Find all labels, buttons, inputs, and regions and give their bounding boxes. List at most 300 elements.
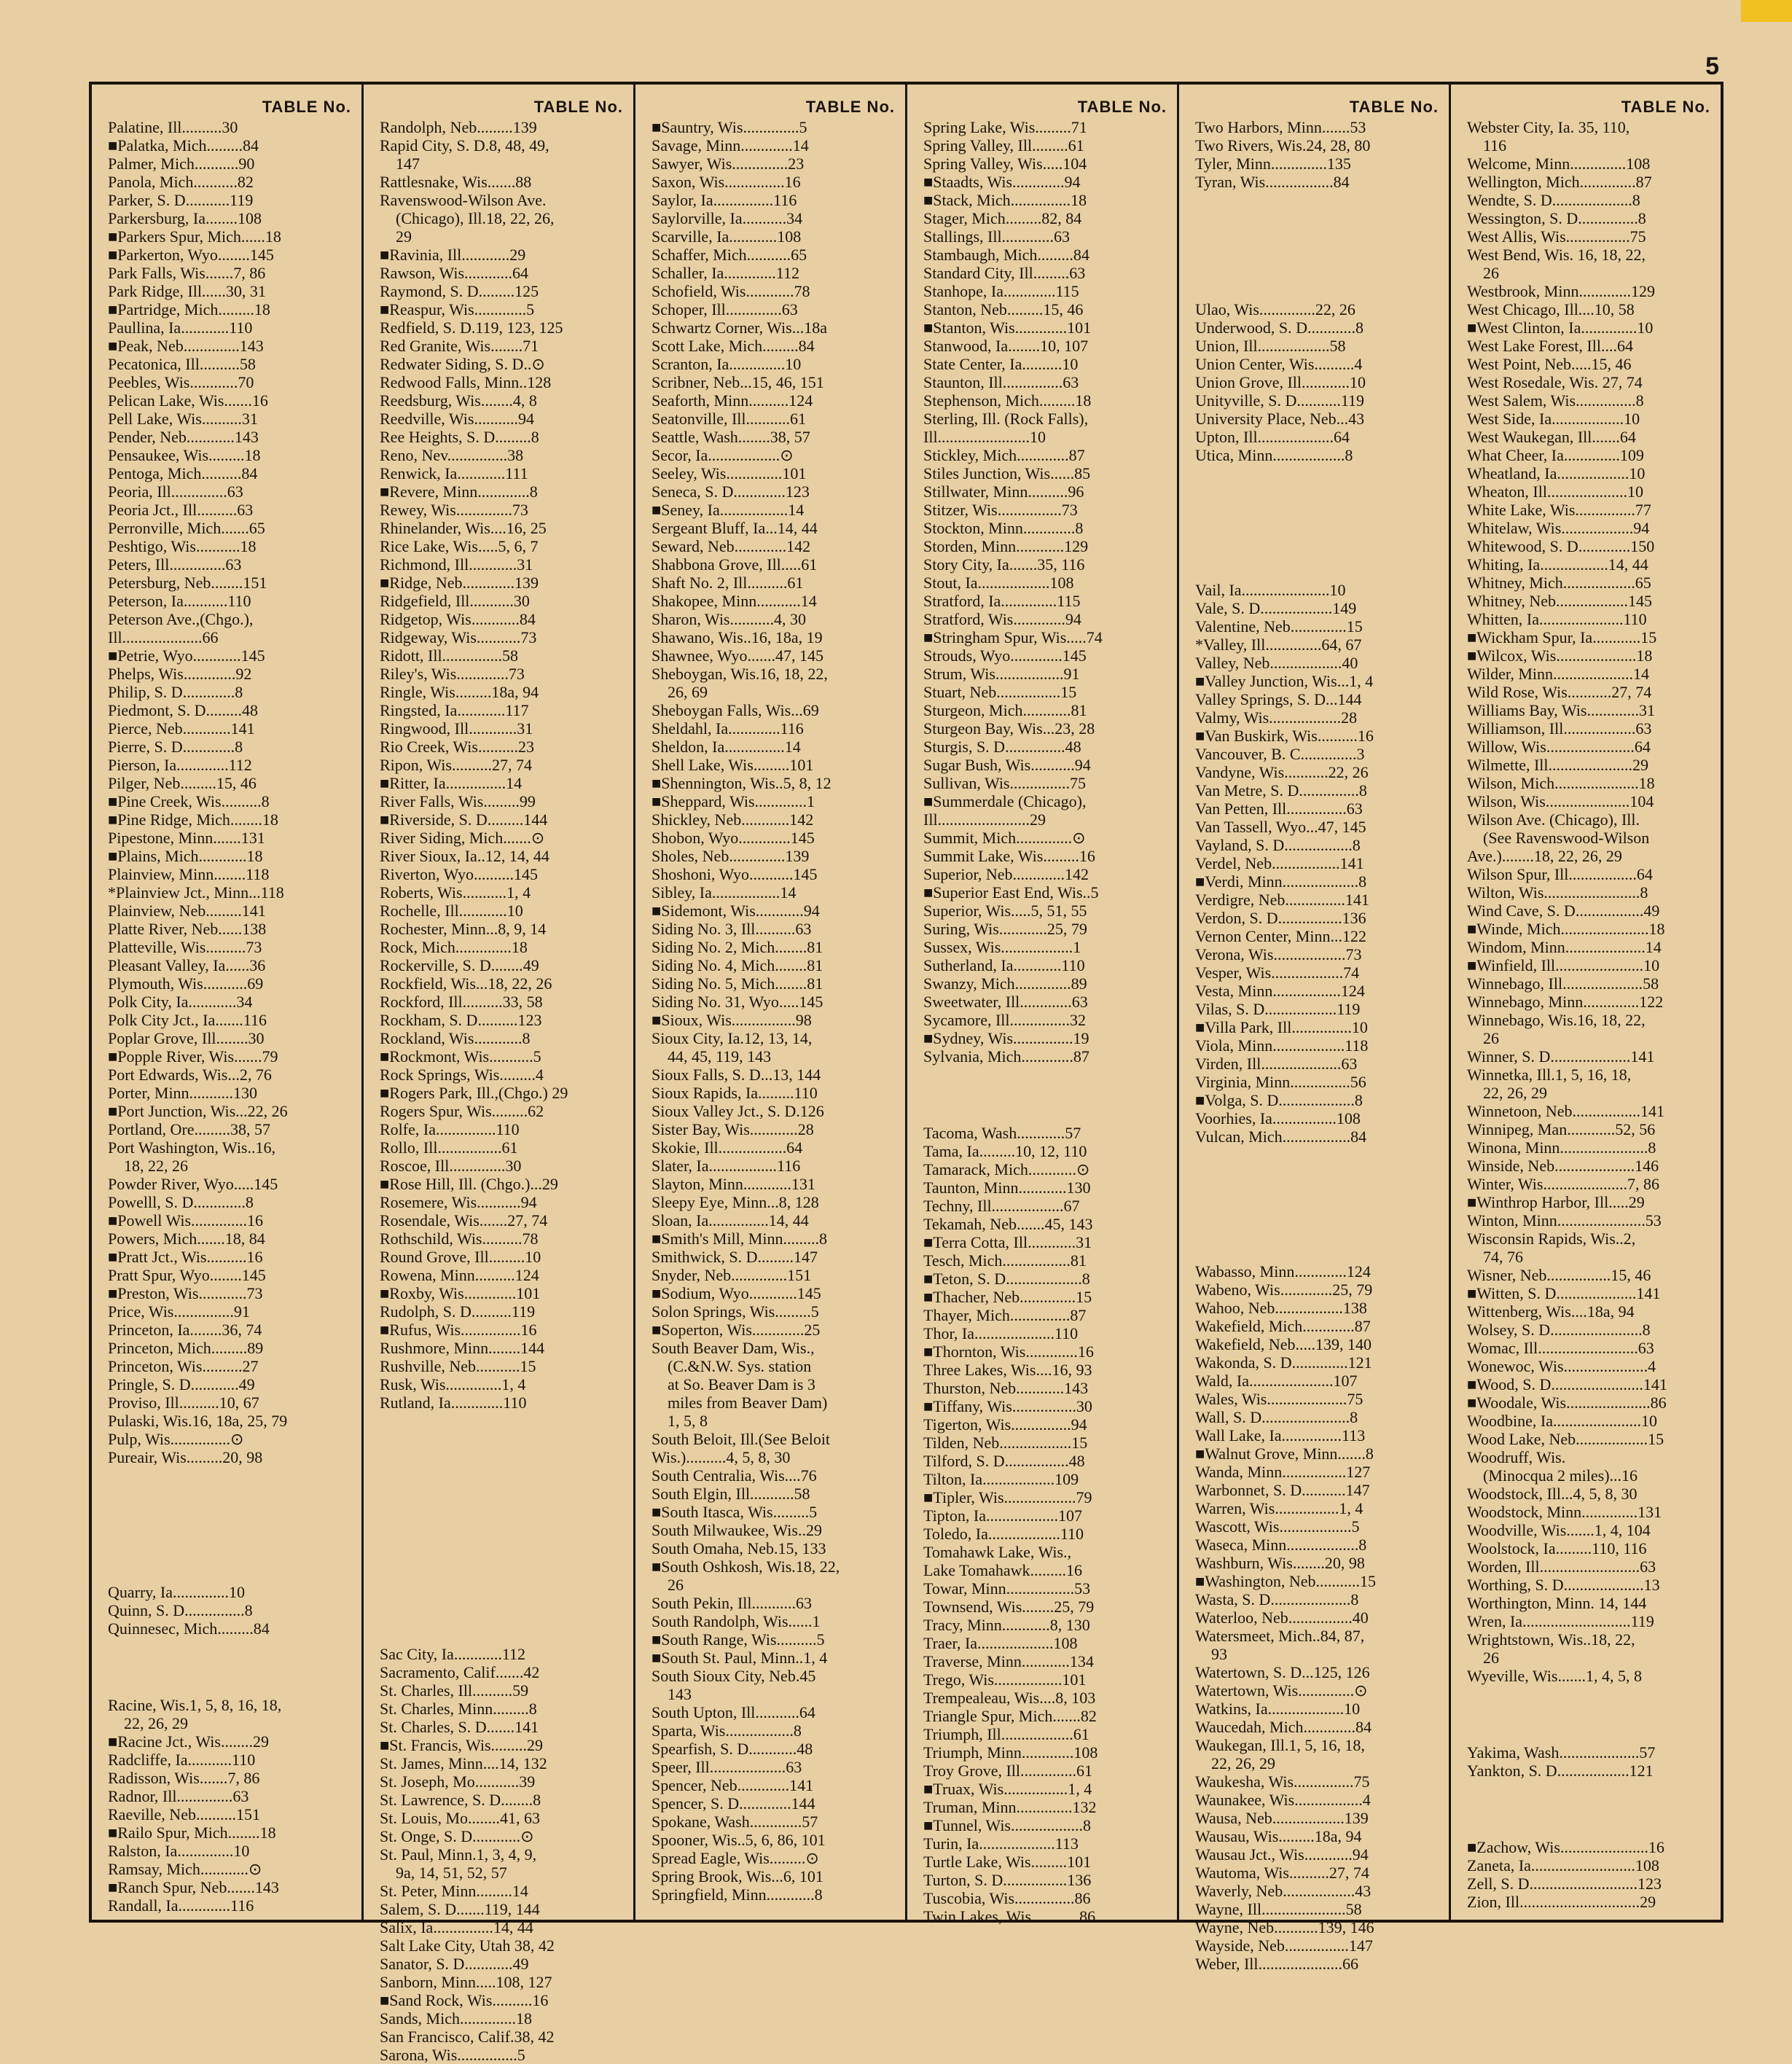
index-entry: Sutherland, Ia............110 xyxy=(923,956,1085,974)
index-entry: Pulaski, Wis.16, 18a, 25, 79 xyxy=(108,1412,288,1430)
index-entry: Underwood, S. D............8 xyxy=(1195,318,1363,337)
index-entry: Tigerton, Wis...............94 xyxy=(923,1415,1087,1434)
index-entry: ■Rockmont, Wis...........5 xyxy=(380,1047,541,1066)
index-entry: Saxon, Wis...............16 xyxy=(652,173,801,191)
index-entry: Wessington, S. D...............8 xyxy=(1467,209,1646,227)
index-entry: Wausa, Neb..................139 xyxy=(1195,1809,1369,1827)
index-entry: Vulcan, Mich.................84 xyxy=(1195,1127,1367,1146)
index-entry: Wyeville, Wis.......1, 4, 5, 8 xyxy=(1467,1667,1642,1685)
index-entry: South Randolph, Wis......1 xyxy=(652,1612,821,1630)
index-entry: Pipestone, Minn.......131 xyxy=(108,829,265,847)
index-entry: South Omaha, Neb.15, 133 xyxy=(652,1539,826,1557)
index-entry: Wrightstown, Wis..18, 22, xyxy=(1467,1630,1635,1649)
index-entry: Swanzy, Mich..............89 xyxy=(923,974,1087,993)
index-entry: Pierson, Ia.............112 xyxy=(108,756,252,774)
index-entry: Spring Lake, Wis.........71 xyxy=(923,118,1087,136)
index-entry: Powder River, Wyo.....145 xyxy=(108,1175,278,1193)
index-column-2 xyxy=(364,85,635,2064)
index-entry: Tipton, Ia..................107 xyxy=(923,1506,1082,1525)
index-entry: Worthington, Minn. 14, 144 xyxy=(1467,1594,1647,1612)
index-entry: Roberts, Wis...........1, 4 xyxy=(380,883,531,902)
index-entry: ■Sand Rock, Wis..........16 xyxy=(380,1991,549,2009)
index-entry: Wausau Jct., Wis............94 xyxy=(1195,1845,1369,1864)
index-entry: Wolsey, S. D.......................8 xyxy=(1467,1321,1651,1339)
index-entry: Salt Lake City, Utah 38, 42 xyxy=(380,1936,555,1955)
index-entry: Wilder, Minn....................14 xyxy=(1467,665,1649,683)
index-entry: Salem, S. D.......119, 144 xyxy=(380,1900,540,1918)
index-entry: Welcome, Minn..............108 xyxy=(1467,155,1651,173)
index-entry: ■Sauntry, Wis..............5 xyxy=(652,118,807,136)
index-entry: Rattlesnake, Wis.......88 xyxy=(380,173,532,191)
index-entry: Polk City Jct., Ia.......116 xyxy=(108,1011,267,1029)
index-entry: Shoshoni, Wyo...........145 xyxy=(652,865,818,883)
index-entry: Sterling, Ill. (Rock Falls), xyxy=(923,410,1089,428)
index-entry: Siding No. 4, Mich........81 xyxy=(652,956,823,974)
index-entry: Wall Lake, Ia...............113 xyxy=(1195,1426,1366,1445)
index-entry: ■Wickham Spur, Ia............15 xyxy=(1467,628,1657,646)
index-entry: Wren, Ia...........................119 xyxy=(1467,1612,1654,1630)
index-entry: Phelps, Wis.............92 xyxy=(108,665,252,683)
index-entry: Worthing, S. D....................13 xyxy=(1467,1576,1660,1594)
index-entry: Renwick, Ia............111 xyxy=(380,464,528,482)
index-entry: ■Rogers Park, Ill.,(Chgo.) 29 xyxy=(380,1084,568,1102)
section-gap xyxy=(380,1587,623,1645)
index-entry: Quinnesec, Mich.........84 xyxy=(108,1619,270,1638)
index-entry: Wood Lake, Neb..................15 xyxy=(1467,1430,1664,1448)
index-entry: Whitney, Neb..................145 xyxy=(1467,592,1652,610)
section-gap xyxy=(1195,1146,1439,1204)
index-entry: 29 xyxy=(396,227,412,246)
index-entry: Waunakee, Wis.................4 xyxy=(1195,1791,1371,1809)
index-entry: Sheboygan, Wis.16, 18, 22, xyxy=(652,665,828,683)
index-entry: ■Terra Cotta, Ill............31 xyxy=(923,1233,1092,1251)
index-entry: Rio Creek, Wis..........23 xyxy=(380,738,534,756)
index-entry: 26 xyxy=(1483,1029,1499,1047)
index-entry: Sharon, Wis...........4, 30 xyxy=(652,610,806,628)
index-entry: Rosemere, Wis...........94 xyxy=(380,1193,537,1211)
index-entry: Stallings, Ill.............63 xyxy=(923,227,1071,246)
index-entry: ■Sydney, Wis...............19 xyxy=(923,1029,1089,1047)
section-gap xyxy=(923,1066,1167,1124)
index-entry: Pleasant Valley, Ia......36 xyxy=(108,956,266,974)
index-entry: Seatonville, Ill...........61 xyxy=(652,410,807,428)
index-entry: Twin Lakes, Wis............86 xyxy=(923,1907,1096,1926)
index-entry: ■Soperton, Wis.............25 xyxy=(652,1321,821,1339)
index-entry: Taunton, Minn............130 xyxy=(923,1178,1091,1197)
index-entry: Sawyer, Wis..............23 xyxy=(652,155,805,173)
index-entry: Vail, Ia......................10 xyxy=(1195,581,1346,599)
index-entry: Parkersburg, Ia........108 xyxy=(108,209,262,227)
index-entry: Wilson Spur, Ill.................64 xyxy=(1467,865,1653,883)
index-entry: Washburn, Wis........20, 98 xyxy=(1195,1554,1365,1572)
index-entry: 26 xyxy=(1483,264,1499,282)
index-entry: Snyder, Neb..............151 xyxy=(652,1266,812,1284)
index-entry: Winside, Neb....................146 xyxy=(1467,1157,1659,1175)
index-entry: Techny, Ill..................67 xyxy=(923,1197,1080,1215)
index-entry: Thayer, Mich...............87 xyxy=(923,1306,1087,1324)
index-entry: Rhinelander, Wis....16, 25 xyxy=(380,519,547,537)
index-entry: West Salem, Wis...............8 xyxy=(1467,391,1644,410)
index-entry: West Allis, Wis................75 xyxy=(1467,227,1646,246)
index-entry: Sioux Rapids, Ia.........110 xyxy=(652,1084,818,1102)
index-entry: South Milwaukee, Wis..29 xyxy=(652,1521,822,1539)
index-entry: ■Preston, Wis............73 xyxy=(108,1284,263,1302)
index-entry: Sands, Mich..............18 xyxy=(380,2009,532,2028)
index-entry: Waverly, Neb..................43 xyxy=(1195,1882,1372,1900)
index-entry: Riverton, Wyo..........145 xyxy=(380,865,539,883)
index-entry: Lake Tomahawk.........16 xyxy=(923,1561,1083,1579)
index-entry: Wilson, Wis.....................104 xyxy=(1467,792,1654,810)
index-column-1 xyxy=(92,85,364,1920)
index-entry: Whitten, Ia.....................110 xyxy=(1467,610,1647,628)
index-entry: Wendte, S. D....................8 xyxy=(1467,191,1640,209)
index-entry: St. Louis, Mo........41, 63 xyxy=(380,1809,541,1827)
index-entry: Turin, Ia...................113 xyxy=(923,1834,1079,1853)
index-entry: Stuart, Neb................15 xyxy=(923,683,1077,701)
index-entry: St. Lawrence, S. D........8 xyxy=(380,1791,541,1809)
section-gap xyxy=(1195,249,1439,300)
index-entry: Quarry, Ia..............10 xyxy=(108,1583,245,1601)
index-entry: Two Harbors, Minn.......53 xyxy=(1195,118,1366,136)
index-entry: Stratford, Ia..............115 xyxy=(923,592,1081,610)
index-entry: Rochelle, Ill............10 xyxy=(380,902,523,920)
index-entry: Tracy, Minn............8, 130 xyxy=(923,1616,1090,1634)
index-entry: Viola, Minn..................118 xyxy=(1195,1036,1369,1055)
index-entry: Summit, Mich..............⊙ xyxy=(923,829,1086,847)
index-entry: ■St. Francis, Wis.........29 xyxy=(380,1736,544,1754)
index-entry: St. Peter, Minn.........14 xyxy=(380,1882,528,1900)
index-entry: Rutland, Ia.............110 xyxy=(380,1393,527,1412)
index-entry: Rolfe, Ia...............110 xyxy=(380,1120,520,1138)
index-entry: Schaller, Ia.............112 xyxy=(652,264,799,282)
index-entry: Waucedah, Mich.............84 xyxy=(1195,1718,1372,1736)
index-entry: Ill.......................10 xyxy=(923,428,1046,446)
index-entry: Wall, S. D......................8 xyxy=(1195,1408,1358,1426)
index-entry: St. Charles, Minn.........8 xyxy=(380,1700,537,1718)
index-entry: ■Tunnel, Wis..................8 xyxy=(923,1816,1091,1834)
index-entry: Strum, Wis.................91 xyxy=(923,665,1080,683)
index-entry: Strouds, Wyo.............145 xyxy=(923,646,1087,665)
index-entry: Thor, Ia....................110 xyxy=(923,1324,1079,1342)
index-entry: Rice Lake, Wis.....5, 6, 7 xyxy=(380,537,539,555)
index-entry: Stanwood, Ia........10, 107 xyxy=(923,337,1089,355)
index-entry: ■Villa Park, Ill...............10 xyxy=(1195,1018,1368,1036)
section-gap xyxy=(380,1528,623,1587)
index-entry: Woodville, Wis.......1, 4, 104 xyxy=(1467,1521,1651,1539)
index-entry: Peoria Jct., Ill..........63 xyxy=(108,501,254,519)
index-entry: ■Zachow, Wis......................16 xyxy=(1467,1838,1664,1856)
index-entry: South Elgin, Ill...........58 xyxy=(652,1485,810,1503)
index-entry: Scranton, Ia..............10 xyxy=(652,355,802,373)
section-gap xyxy=(1195,191,1439,249)
index-entry: ■Parkerton, Wyo........145 xyxy=(108,246,274,264)
index-entry: Seward, Neb.............142 xyxy=(652,537,811,555)
index-entry: Rudolph, S. D..........119 xyxy=(380,1302,536,1321)
section-gap xyxy=(380,1412,623,1470)
index-entry: ■Sidemont, Wis............94 xyxy=(652,902,820,920)
index-entry: South Pekin, Ill...........63 xyxy=(652,1594,813,1612)
index-entry: Rusk, Wis..............1, 4 xyxy=(380,1375,526,1393)
index-entry: Vancouver, B. C..............3 xyxy=(1195,745,1365,763)
index-entry: Schofield, Wis............78 xyxy=(652,282,810,300)
index-entry: Sycamore, Ill...............32 xyxy=(923,1011,1087,1029)
index-entry: (C.&N.W. Sys. station xyxy=(668,1357,812,1375)
index-entry: ■Railo Spur, Mich........18 xyxy=(108,1823,276,1842)
index-entry: Stager, Mich.........82, 84 xyxy=(923,209,1082,227)
index-entry: Pierre, S. D.............8 xyxy=(108,738,243,756)
index-entry: Webster City, Ia. 35, 110, xyxy=(1467,118,1630,136)
index-entry: ■Palatka, Mich.........84 xyxy=(108,136,259,155)
index-entry: Shobon, Wyo.............145 xyxy=(652,829,815,847)
index-entry: 26 xyxy=(668,1576,684,1594)
index-entry: Ridgeway, Wis...........73 xyxy=(380,628,537,646)
index-entry: *Plainview Jct., Minn...118 xyxy=(108,883,284,902)
index-entry: Round Grove, Ill.........10 xyxy=(380,1248,541,1266)
index-entry: Petersburg, Neb........151 xyxy=(108,574,267,592)
index-entry: ■Revere, Minn.............8 xyxy=(380,482,538,501)
index-entry: Wisconsin Rapids, Wis..2, xyxy=(1467,1230,1636,1248)
index-entry: Ridott, Ill...............58 xyxy=(380,646,519,665)
index-entry: Park Ridge, Ill......30, 31 xyxy=(108,282,266,300)
index-entry: ■Wood, S. D.......................141 xyxy=(1467,1375,1667,1393)
index-entry: Sussex, Wis..................1 xyxy=(923,938,1081,956)
index-entry: Windom, Minn....................14 xyxy=(1467,938,1662,956)
index-entry: ■South Oshkosh, Wis.18, 22, xyxy=(652,1557,840,1576)
index-entry: Sioux City, Ia.12, 13, 14, xyxy=(652,1029,813,1047)
index-entry: Wabasso, Minn.............124 xyxy=(1195,1262,1371,1281)
index-entry: Polk City, Ia............34 xyxy=(108,993,253,1011)
index-entry: Vandyne, Wis...........22, 26 xyxy=(1195,763,1369,781)
index-entry: Pringle, S. D............49 xyxy=(108,1375,255,1393)
index-entry: Shabbona Grove, Ill.....61 xyxy=(652,555,818,574)
index-entry: Princeton, Mich.........89 xyxy=(108,1339,264,1357)
index-entry: ■Peak, Neb..............143 xyxy=(108,337,264,355)
index-entry: State Center, Ia..........10 xyxy=(923,355,1079,373)
index-entry: Scott Lake, Mich.........84 xyxy=(652,337,815,355)
index-entry: Watertown, Wis..............⊙ xyxy=(1195,1681,1368,1700)
index-entry: ■Tiffany, Wis................30 xyxy=(923,1397,1092,1415)
index-entry: (See Ravenswood-Wilson xyxy=(1483,829,1650,847)
index-entry: Union, Ill..................58 xyxy=(1195,337,1346,355)
index-entry: Plainview, Minn........118 xyxy=(108,865,270,883)
index-entry: Quinn, S. D...............8 xyxy=(108,1601,253,1619)
index-entry: Powers, Mich.......18, 84 xyxy=(108,1230,265,1248)
index-entry: Stratford, Wis.............94 xyxy=(923,610,1081,628)
index-entry: 147 xyxy=(396,155,420,173)
index-entry: ■Pine Creek, Wis..........8 xyxy=(108,792,270,810)
index-entry: ■Plains, Mich............18 xyxy=(108,847,263,865)
index-entry: Ill....................66 xyxy=(108,628,219,646)
index-entry: Waseca, Minn..................8 xyxy=(1195,1536,1367,1554)
index-entry: ■Seney, Ia.................14 xyxy=(652,501,805,519)
index-entry: Rockham, S. D..........123 xyxy=(380,1011,542,1029)
index-entry: St. Paul, Minn.1, 3, 4, 9, xyxy=(380,1845,537,1864)
index-entry: University Place, Neb...43 xyxy=(1195,410,1365,428)
index-entry: 143 xyxy=(668,1685,692,1703)
index-entry: (Chicago), Ill.18, 22, 26, xyxy=(396,209,555,227)
index-entry: Raymond, S. D.........125 xyxy=(380,282,539,300)
index-entry: Verona, Wis..................73 xyxy=(1195,945,1362,963)
index-column-4 xyxy=(907,85,1179,1926)
index-entry: 22, 26, 29 xyxy=(1483,1084,1547,1102)
index-entry: Upton, Ill...................64 xyxy=(1195,428,1350,446)
index-entry: Wales, Wis....................75 xyxy=(1195,1390,1363,1408)
index-entry: Tamarack, Mich............⊙ xyxy=(923,1160,1090,1178)
index-entry: Stambaugh, Mich.........84 xyxy=(923,246,1089,264)
index-entry: Reedsburg, Wis........4, 8 xyxy=(380,391,537,410)
index-entry: ■Tipler, Wis..................79 xyxy=(923,1488,1092,1506)
index-entry: ■Verdi, Minn...................8 xyxy=(1195,872,1367,891)
index-entry: Sturgeon, Mich............81 xyxy=(923,701,1087,719)
index-entry: Sergeant Bluff, Ia...14, 44 xyxy=(652,519,818,537)
index-entry: Warren, Wis................1, 4 xyxy=(1195,1499,1363,1517)
index-entry: Trego, Wis.................101 xyxy=(923,1670,1087,1689)
index-entry: Winnebago, Wis.16, 18, 22, xyxy=(1467,1011,1646,1029)
index-entry: Valentine, Neb..............15 xyxy=(1195,617,1363,636)
index-entry: ■Stack, Mich...............18 xyxy=(923,191,1087,209)
index-entry: Peshtigo, Wis...........18 xyxy=(108,537,257,555)
index-entry: Winnipeg, Man............52, 56 xyxy=(1467,1120,1656,1138)
index-entry: Roscoe, Ill..............30 xyxy=(380,1157,522,1175)
index-entry: ■Rufus, Wis...............16 xyxy=(380,1321,537,1339)
index-entry: Winter, Wis.....................7, 86 xyxy=(1467,1175,1659,1193)
index-entry: Sturgeon Bay, Wis...23, 28 xyxy=(923,719,1095,738)
index-entry: Watertown, S. D...125, 126 xyxy=(1195,1663,1370,1681)
index-entry: Pecatonica, Ill..........58 xyxy=(108,355,256,373)
index-entry: 116 xyxy=(1483,136,1507,155)
index-entry: Wheatland, Ia..................10 xyxy=(1467,464,1646,482)
index-entry: Tesch, Mich.................81 xyxy=(923,1251,1087,1270)
index-entry: South Sioux City, Neb.45 xyxy=(652,1667,816,1685)
index-entry: Speer, Ill...................63 xyxy=(652,1758,802,1776)
index-entry: Tekamah, Neb.......45, 143 xyxy=(923,1215,1093,1233)
index-entry: 44, 45, 119, 143 xyxy=(668,1047,772,1066)
index-entry: Sacramento, Calif.......42 xyxy=(380,1663,540,1681)
index-entry: Poplar Grove, Ill........30 xyxy=(108,1029,265,1047)
index-entry: Scarville, Ia............108 xyxy=(652,227,802,246)
index-entry: ■Winde, Mich......................18 xyxy=(1467,920,1665,938)
index-entry: Valmy, Wis..................28 xyxy=(1195,708,1358,727)
index-entry: Stout, Ia..................108 xyxy=(923,574,1074,592)
index-entry: Red Granite, Wis........71 xyxy=(380,337,539,355)
index-entry: Yankton, S. D..................121 xyxy=(1467,1762,1654,1780)
index-entry: West Lake Forest, Ill....64 xyxy=(1467,337,1633,355)
index-entry: Pulp, Wis...............⊙ xyxy=(108,1430,244,1448)
index-entry: Virden, Ill....................63 xyxy=(1195,1055,1358,1073)
table-no-header: TABLE No. xyxy=(1621,98,1710,116)
index-entry: ■Stanton, Wis.............101 xyxy=(923,318,1092,337)
index-entry: Rollo, Ill................61 xyxy=(380,1138,518,1157)
index-entry: Richmond, Ill............31 xyxy=(380,555,533,574)
index-entry: Winona, Minn......................8 xyxy=(1467,1138,1656,1157)
index-entry: Sanator, S. D............49 xyxy=(380,1955,529,1973)
index-entry: Warbonnet, S. D...........147 xyxy=(1195,1481,1370,1499)
index-entry: Ridgefield, Ill...........30 xyxy=(380,592,530,610)
index-entry: Winton, Minn......................53 xyxy=(1467,1211,1662,1230)
index-entry: ■Port Junction, Wis...22, 26 xyxy=(108,1102,288,1120)
index-entry: Tilton, Ia..................109 xyxy=(923,1470,1079,1488)
index-entry: West Bend, Wis. 16, 18, 22, xyxy=(1467,246,1646,264)
index-entry: Vale, S. D..................149 xyxy=(1195,599,1357,617)
index-entry: Virginia, Minn...............56 xyxy=(1195,1073,1366,1091)
index-entry: Randolph, Neb.........139 xyxy=(380,118,537,136)
index-entry: Story City, Ia.......35, 116 xyxy=(923,555,1085,574)
index-entry: St. Charles, S. D.......141 xyxy=(380,1718,539,1736)
table-no-header: TABLE No. xyxy=(1077,98,1167,116)
index-entry: Racine, Wis.1, 5, 8, 16, 18, xyxy=(108,1696,282,1714)
index-entry: What Cheer, Ia..............109 xyxy=(1467,446,1644,464)
index-entry: Sarona, Wis...............5 xyxy=(380,2046,525,2064)
index-entry: Stickley, Mich.............87 xyxy=(923,446,1085,464)
index-entry: Radnor, Ill..............63 xyxy=(108,1787,249,1805)
index-entry: Spokane, Wash.............57 xyxy=(652,1813,818,1831)
index-entry: Pierce, Neb............141 xyxy=(108,719,255,738)
index-entry: Spencer, Neb.............141 xyxy=(652,1776,814,1794)
index-entry: Woodruff, Wis. xyxy=(1467,1448,1566,1466)
index-entry: *Valley, Ill..............64, 67 xyxy=(1195,636,1362,654)
index-entry: Waukesha, Wis...............75 xyxy=(1195,1772,1370,1791)
index-entry: Siding No. 31, Wyo.....145 xyxy=(652,993,823,1011)
index-entry: Seneca, S. D.............123 xyxy=(652,482,810,501)
index-entry: Woolstock, Ia.........110, 116 xyxy=(1467,1539,1647,1557)
section-gap xyxy=(1195,1204,1439,1262)
index-entry: West Point, Neb.....15, 46 xyxy=(1467,355,1632,373)
index-entry: Tomahawk Lake, Wis., xyxy=(923,1543,1072,1561)
index-entry: Stanton, Neb.........15, 46 xyxy=(923,300,1084,318)
index-entry: St. Charles, Ill..........59 xyxy=(380,1681,529,1700)
index-entry: Scribner, Neb...15, 46, 151 xyxy=(652,373,824,391)
index-entry: Raeville, Neb..........151 xyxy=(108,1805,260,1823)
index-entry: Sanborn, Minn.....108, 127 xyxy=(380,1973,552,1991)
index-entry: Utica, Minn..................8 xyxy=(1195,446,1353,464)
table-no-header: TABLE No. xyxy=(533,98,623,116)
index-entry: Perronville, Mich.......65 xyxy=(108,519,265,537)
index-entry: Wilson Ave. (Chicago), Ill. xyxy=(1467,810,1640,829)
index-entry: ■Thacher, Neb..............15 xyxy=(923,1288,1092,1306)
index-entry: ■South Itasca, Wis.........5 xyxy=(652,1503,818,1521)
index-entry: Wilton, Wis........................8 xyxy=(1467,883,1648,902)
index-entry: Worden, Ill.........................63 xyxy=(1467,1557,1656,1576)
index-entry: Tuscobia, Wis...............86 xyxy=(923,1889,1091,1907)
index-entry: West Chicago, Ill....10, 58 xyxy=(1467,300,1635,318)
index-entry: Sleepy Eye, Minn...8, 128 xyxy=(652,1193,819,1211)
index-entry: Sioux Valley Jct., S. D.126 xyxy=(652,1102,824,1120)
index-entry: Rochester, Minn...8, 9, 14 xyxy=(380,920,547,938)
index-entry: Ramsay, Mich............⊙ xyxy=(108,1860,262,1878)
index-entry: St. Joseph, Mo...........39 xyxy=(380,1772,536,1791)
index-entry: Shell Lake, Wis.........101 xyxy=(652,756,814,774)
index-entry: Plymouth, Wis...........69 xyxy=(108,974,264,993)
index-entry: (Minocqua 2 miles)...16 xyxy=(1483,1466,1638,1485)
index-entry: Spring Valley, Wis.....104 xyxy=(923,155,1087,173)
index-entry: Zion, Ill..............................29 xyxy=(1467,1893,1656,1911)
index-entry: Superior, Neb.............142 xyxy=(923,865,1089,883)
index-entry: Park Falls, Wis.......7, 86 xyxy=(108,264,266,282)
index-entry: Pentoga, Mich..........84 xyxy=(108,464,258,482)
index-entry: Parker, S. D...........119 xyxy=(108,191,254,209)
index-entry: Schaffer, Mich...........65 xyxy=(652,246,807,264)
index-entry: ■South Range, Wis..........5 xyxy=(652,1630,825,1649)
index-entry: Two Rivers, Wis.24, 28, 80 xyxy=(1195,136,1371,155)
index-entry: ■Sheppard, Wis.............1 xyxy=(652,792,815,810)
index-entry: Suring, Wis............25, 79 xyxy=(923,920,1087,938)
index-entry: Redfield, S. D.119, 123, 125 xyxy=(380,318,563,337)
index-entry: Traverse, Minn............134 xyxy=(923,1652,1094,1670)
index-entry: Zaneta, Ia..........................108 xyxy=(1467,1856,1659,1875)
index-entry: Solon Springs, Wis.........5 xyxy=(652,1302,819,1321)
index-entry: Wilson, Mich.....................18 xyxy=(1467,774,1655,792)
index-entry: Sylvania, Mich.............87 xyxy=(923,1047,1089,1066)
